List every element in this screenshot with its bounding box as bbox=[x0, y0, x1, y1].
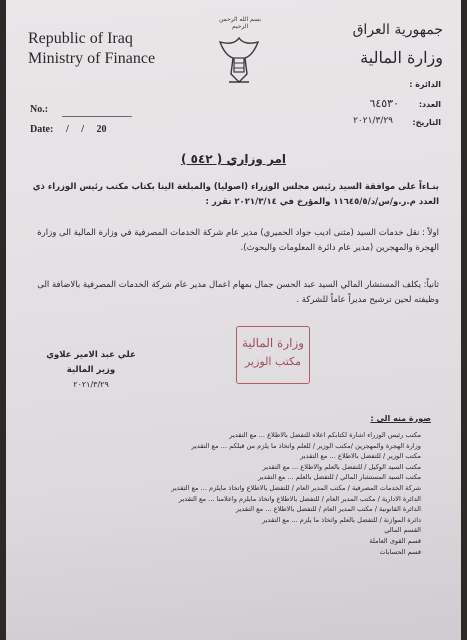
stamp-line-1: وزارة المالية bbox=[241, 336, 305, 350]
date-label-en: Date: bbox=[30, 124, 54, 135]
list-item: مكتب الوزير / للتفضل بالاطلاع ... مع التقدير bbox=[300, 452, 421, 461]
basmala-caption: بسم الله الرحمن الرحيم bbox=[218, 16, 262, 30]
stamp-line-2: مكتب الوزير bbox=[244, 355, 302, 368]
ministry-name-ar: وزارة المالية bbox=[360, 48, 443, 67]
number-label-en: No.: bbox=[30, 104, 49, 115]
list-item: القسم المالي bbox=[384, 526, 421, 535]
date-label-ar: التاريخ: bbox=[412, 118, 441, 127]
order-title: امر وزاري ( ٥٤٢ ) bbox=[180, 152, 287, 166]
order-paragraph-2: اولاً : نقل خدمات السيد (مثنى اديب جواد الحميري) مدير عام شركة الخدمات المصرفية في وزارة المالية الى وزارة الهجرة والمهجرين (مدير عام دائرة المعلومات والبحوث). bbox=[37, 228, 439, 253]
number-line bbox=[62, 116, 132, 117]
signer-name: علي عبد الامير علاوي bbox=[46, 350, 136, 360]
list-item: مكتب السيد المستشار المالي / للتفضل بالعلم ... مع التقدير bbox=[258, 473, 421, 482]
list-item: قسم القوى العاملة bbox=[369, 536, 421, 545]
list-item: شركة الخدمات المصرفية / مكتب المدير العام / للتفضل بالاطلاع واتخاذ مايلزم ... مع التقدير bbox=[171, 483, 421, 492]
list-item: مكتب السيد الوكيل / للتفضل بالعلم والاطلاع ... مع التقدير bbox=[262, 462, 421, 471]
country-name-ar: جمهورية العراق bbox=[352, 22, 443, 38]
list-item: مكتب رئيس الوزراء اشارة لكتابكم اعلاه للتفضل بالاطلاع ... مع التقدير bbox=[229, 431, 421, 439]
list-item: قسم الحسابات bbox=[379, 547, 421, 556]
ministry-name-en: Ministry of Finance bbox=[28, 50, 156, 67]
list-item: الدائرة الادارية / مكتب المدير العام / للتفضل بالاطلاع واتخاذ مايلزم واعلامنا ... مع التقدير bbox=[178, 494, 421, 503]
date-value-en: / / 20 bbox=[66, 124, 107, 135]
list-item: الدائرة القانونية / مكتب المدير العام / للتفضل بالاطلاع ... مع التقدير bbox=[235, 505, 421, 514]
number-label-ar: العدد: bbox=[418, 100, 441, 109]
country-name-en: Republic of Iraq bbox=[28, 30, 133, 47]
eagle-emblem-icon bbox=[217, 34, 261, 86]
date-value-ar: ٢٠٢١/٣/٢٩ bbox=[353, 116, 393, 126]
signature-date: ٢٠٢١/٣/٢٩ bbox=[73, 380, 109, 389]
number-value-ar: ٦٤٥٣٠ bbox=[369, 97, 399, 110]
copy-to-list bbox=[91, 430, 421, 557]
signer-title: وزير المالية bbox=[66, 365, 116, 375]
list-item: وزارة الهجرة والمهجرين /مكتب الوزير / للعلم واتخاذ ما يلزم من قبلكم ... مع التقدير bbox=[191, 441, 421, 450]
order-paragraph-3: ثانياً: يكلف المستشار المالي السيد عبد الحسن جمال بمهام اعمال مدير عام شركة الخدمات المصرفية بالاضافة الى وظيفته لحين ترشيح مديراً عاماً للشركة . bbox=[37, 280, 439, 305]
section-label-ar: الدائرة : bbox=[409, 80, 441, 89]
copy-to-heading: صورة منه الى : bbox=[370, 414, 431, 423]
minister-office-stamp bbox=[236, 326, 310, 384]
document-page bbox=[6, 0, 461, 640]
list-item: دائرة الموازنة / للتفضل بالعلم واتخاذ ما يلزم ... مع التقدير bbox=[262, 515, 421, 524]
order-paragraph-1: بنـاءاً على موافقة السيد رئيس مجلس الوزراء (اصوليا) والمبلغة الينا بكتاب مكتب رئيس الوزراء ذي العدد م.ر.و/س/د/١١٦٤٥/٥ والمؤرخ في ٢٠٢١/٣/١٤ تقرر : bbox=[32, 182, 439, 207]
